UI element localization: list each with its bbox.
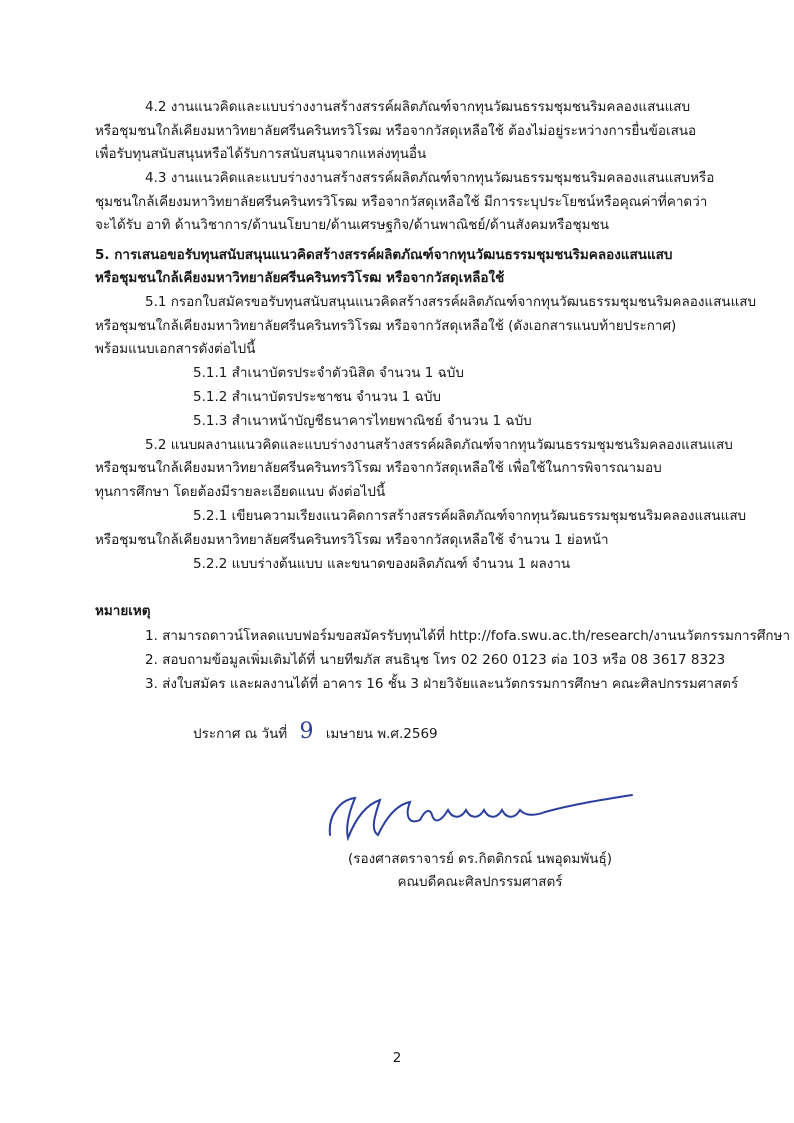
announcement-date	[193, 719, 438, 744]
sub-item: 5.1.2 สำเนาบัตรประชาชน จำนวน 1 ฉบับ	[193, 389, 442, 405]
signature-image	[320, 780, 640, 850]
text-line: เพื่อรับทุนสนับสนุนหรือได้รับการสนับสนุนจากแหล่งทุนอื่น	[95, 146, 427, 162]
note-item: 3. ส่งใบสมัคร และผลงานได้ที่ อาคาร 16 ชั้น 3 ฝ่ายวิจัยและนวัตกรรมการศึกษา คณะศิลปกรรมศาสตร์	[145, 676, 739, 692]
text-line: 5.1 กรอกใบสมัครขอรับทุนสนับสนุนแนวคิดสร้างสรรค์ผลิตภัณฑ์จากทุนวัฒนธรรมชุมชนริมคลองแสนแสบ	[145, 294, 757, 310]
sub-item: 5.2.2 แบบร่างต้นแบบ และขนาดของผลิตภัณฑ์ จำนวน 1 ผลงาน	[193, 556, 571, 572]
handwritten-day: 9	[299, 719, 314, 744]
text-line: ทุนการศึกษา โดยต้องมีรายละเอียดแนบ ดังต่อไปนี้	[95, 484, 386, 500]
notes-heading: หมายเหตุ	[95, 603, 151, 619]
heading-line: 5. การเสนอขอรับทุนสนับสนุนแนวคิดสร้างสรรค์ผลิตภัณฑ์จากทุนวัฒนธรรมชุมชนริมคลองแสนแสบ	[95, 247, 673, 263]
date-suffix: เมษายน พ.ศ.2569	[325, 726, 438, 742]
date-prefix: ประกาศ ณ วันที่	[193, 726, 288, 742]
text-line: 4.2 งานแนวคิดและแบบร่างงานสร้างสรรค์ผลิตภัณฑ์จากทุนวัฒนธรรมชุมชนริมคลองแสนแสบ	[145, 99, 691, 115]
note-item: 1. สามารถดาวน์โหลดแบบฟอร์มขอสมัครรับทุนได้ที่ http://fofa.swu.ac.th/research/งานนวัตกรรมการศึกษา	[145, 628, 791, 644]
text-line: จะได้รับ อาทิ ด้านวิชาการ/ด้านนโยบาย/ด้านเศรษฐกิจ/ด้านพาณิชย์/ด้านสังคมหรือชุมชน	[95, 217, 609, 233]
text-line: พร้อมแนบเอกสารดังต่อไปนี้	[95, 341, 256, 357]
text-line: หรือชุมชนใกล้เคียงมหาวิทยาลัยศรีนครินทรวิโรฒ หรือจากวัสดุเหลือใช้ เพื่อใช้ในการพิจารณามอบ	[95, 460, 662, 476]
signatory-name: (รองศาสตราจารย์ ดร.กิตติกรณ์ นพอุดมพันธุ์)	[348, 851, 612, 867]
text-line: ชุมชนใกล้เคียงมหาวิทยาลัยศรีนครินทรวิโรฒ หรือจากวัสดุเหลือใช้ มีการระบุประโยชน์หรือคุณค่าที่คาดว่า	[95, 194, 708, 210]
signatory-title: คณบดีคณะศิลปกรรมศาสตร์	[397, 874, 563, 890]
text-line: 5.2 แนบผลงานแนวคิดและแบบร่างงานสร้างสรรค์ผลิตภัณฑ์จากทุนวัฒนธรรมชุมชนริมคลองแสนแสบ	[145, 437, 733, 453]
page-number: 2	[392, 1050, 402, 1066]
sub-item: 5.1.1 สำเนาบัตรประจำตัวนิสิต จำนวน 1 ฉบับ	[193, 365, 464, 381]
sub-item: 5.2.1 เขียนความเรียงแนวคิดการสร้างสรรค์ผลิตภัณฑ์จากทุนวัฒนธรรมชุมชนริมคลองแสนแสบ	[193, 508, 747, 524]
text-line: หรือชุมชนใกล้เคียงมหาวิทยาลัยศรีนครินทรวิโรฒ หรือจากวัสดุเหลือใช้ ต้องไม่อยู่ระหว่างการยื่นข้อเสนอ	[95, 123, 697, 139]
note-item: 2. สอบถามข้อมูลเพิ่มเติมได้ที่ นายทีฆภัส สนธินุช โทร 02 260 0123 ต่อ 103 หรือ 08 3617 8323	[145, 652, 726, 668]
text-line: 4.3 งานแนวคิดและแบบร่างงานสร้างสรรค์ผลิตภัณฑ์จากทุนวัฒนธรรมชุมชนริมคลองแสนแสบหรือ	[145, 170, 715, 186]
heading-line: หรือชุมชนใกล้เคียงมหาวิทยาลัยศรีนครินทรวิโรฒ หรือจากวัสดุเหลือใช้	[95, 270, 505, 286]
text-line: หรือชุมชนใกล้เคียงมหาวิทยาลัยศรีนครินทรวิโรฒ หรือจากวัสดุเหลือใช้ (ดังเอกสารแนบท้ายประกาศ)	[95, 318, 677, 334]
text-line: หรือชุมชนใกล้เคียงมหาวิทยาลัยศรีนครินทรวิโรฒ หรือจากวัสดุเหลือใช้ จำนวน 1 ย่อหน้า	[95, 532, 609, 548]
sub-item: 5.1.3 สำเนาหน้าบัญชีธนาคารไทยพาณิชย์ จำนวน 1 ฉบับ	[193, 413, 532, 429]
